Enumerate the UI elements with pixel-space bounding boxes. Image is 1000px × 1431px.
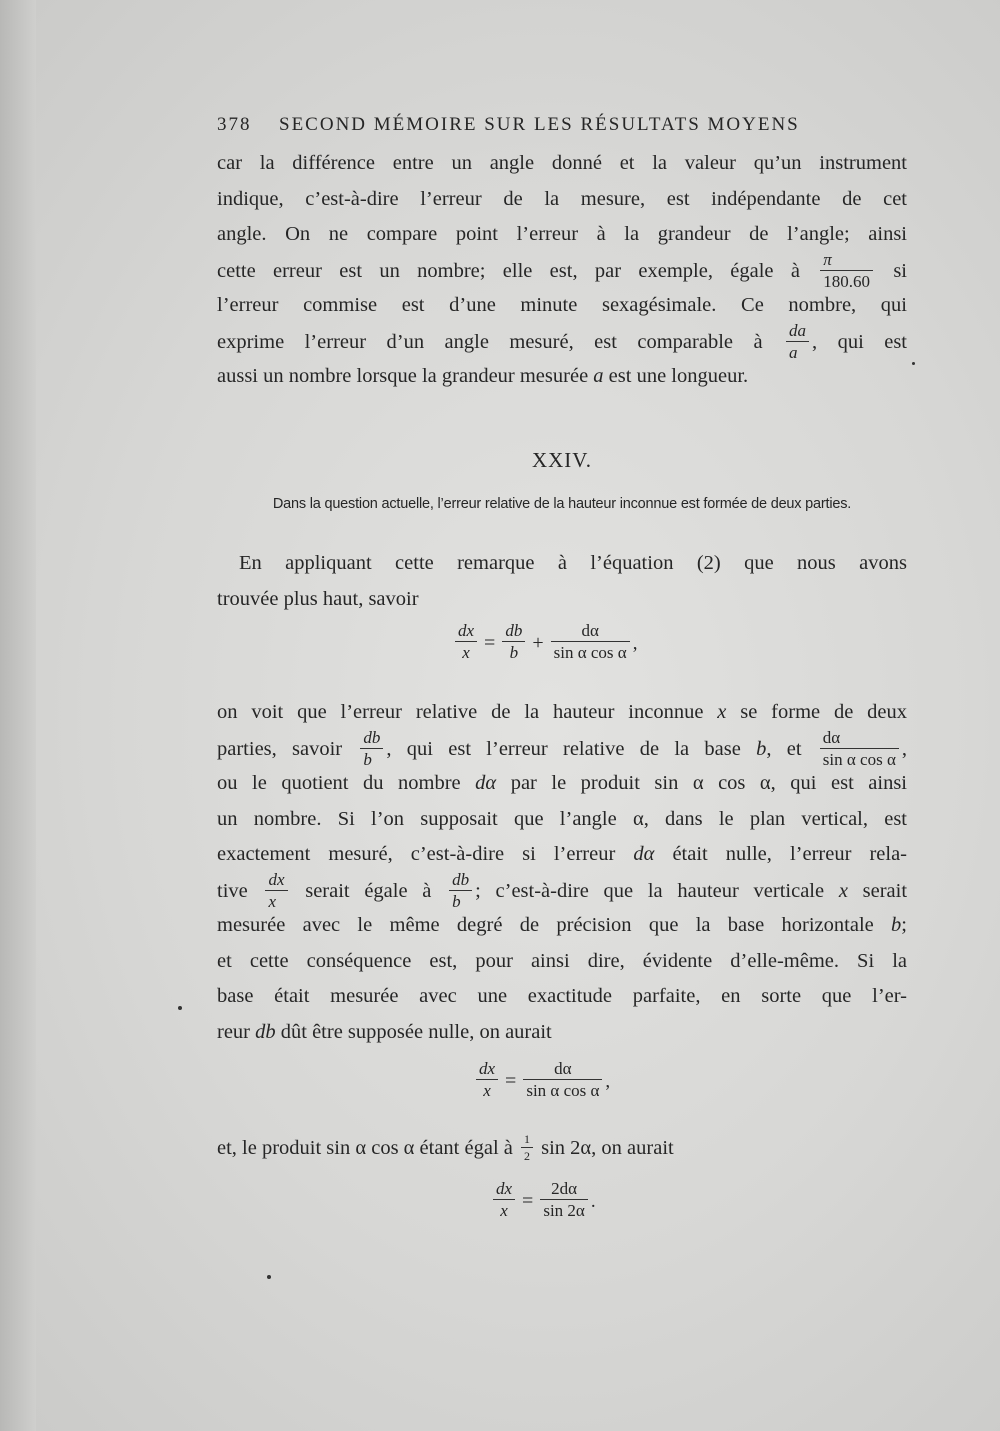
text-run: et, le produit sin α cos α étant égal à [217,1137,513,1159]
text-run: , qui est l’erreur relative de la base [386,737,741,760]
equals-sign: = [505,1070,517,1092]
text-run: par le produit sin α cos α, qui est ainsi [510,772,908,794]
text-run: , et [766,737,802,760]
fraction-numerator: db [449,871,472,891]
fraction-numerator: db [502,622,525,642]
fraction-numerator: dx [265,871,287,891]
math-variable: x [838,879,848,902]
math-variable: x [717,701,727,723]
text-line [217,359,907,395]
fraction-denominator: b [509,643,519,662]
fraction-denominator: 2 [524,1148,530,1163]
fraction-numerator: dα [551,622,630,642]
text-line: et cette conséquence est, pour ainsi dire, évidente d’elle-même. Si la [217,949,907,972]
text-line [217,695,907,731]
binding-gutter [0,0,36,1431]
fraction-denominator: sin 2α [543,1201,585,1220]
fraction-dx-over-x [476,1060,498,1099]
text-run: ; c’est-à-dire que la hauteur verticale [475,879,825,902]
fraction-pi-over-180-60 [820,251,873,290]
text-line [217,766,907,802]
fraction-denominator: sin α cos α [822,749,896,769]
fraction-denominator: x [500,1201,508,1220]
paragraph-2 [217,546,907,617]
fraction-numerator: dα [523,1060,602,1080]
fraction-dalpha-over-sin-cos [551,622,630,661]
text-run: exprime l’erreur d’un angle mesuré, est comparable à [217,330,763,353]
math-variable: b [756,737,767,760]
text-run: sin 2α, on aurait [541,1137,674,1159]
text-line: angle. On ne compare point l’erreur à la grandeur de l’angle; ainsi [217,223,907,245]
fraction-denominator: x [268,891,277,911]
fraction-denominator: b [363,749,372,769]
text-run: mesurée avec le même degré de précision que la base horizontale [217,914,874,936]
fraction-db-over-b [502,622,525,661]
text-run: , qui est [812,330,907,353]
text-run: serait [862,879,908,902]
plus-sign: + [532,632,544,654]
fraction-denominator: b [452,891,461,911]
fraction-numerator: 1 [521,1133,533,1148]
punctuation: ; [901,914,907,936]
fraction-denominator: x [462,643,470,662]
fraction-denominator: sin α cos α [553,643,627,662]
fraction-numerator: dx [455,622,477,642]
fraction-numerator: dx [476,1060,498,1080]
text-line [217,249,908,291]
fraction-dx-over-x [265,871,287,910]
text-run: parties, savoir [217,737,343,760]
text-line [217,320,907,362]
section-title: Dans la question actuelle, l’erreur relative de la hauteur inconnue est formée de deux parties. [272,496,852,512]
text-line: l’erreur commise est d’une minute sexagésimale. Ce nombre, qui [217,294,907,316]
fraction-numerator: da [786,322,809,342]
text-line [217,869,908,911]
text-line: un nombre. Si l’on supposait que l’angle α, dans le plan vertical, est [217,807,907,830]
running-title: SECOND MÉMOIRE SUR LES RÉSULTATS MOYENS [279,114,800,135]
text-run: exactement mesuré, c’est-à-dire si l’erreur [217,843,616,865]
punctuation: , [901,737,907,760]
fraction-numerator: dx [493,1180,515,1200]
paragraph-4 [217,1131,907,1167]
fraction-dx-over-x [493,1180,515,1219]
punctuation: , [605,1070,611,1092]
text-run: aussi un nombre lorsque la grandeur mesurée [217,365,589,387]
paragraph-3 [217,695,907,1050]
text-run: se forme de deux [740,701,908,723]
fraction-denominator: sin α cos α [526,1081,600,1100]
fraction-db-over-b [360,729,383,768]
punctuation: , [632,632,638,654]
text-run: ou le quotient du nombre [217,772,461,794]
fraction-denominator: a [789,342,798,362]
text-run: cette erreur est un nombre; elle est, par exemple, égale à [217,259,800,282]
math-variable: dα [475,772,497,794]
text-run: serait égale à [305,879,432,902]
math-variable: dα [633,843,655,865]
text-run: est une longueur. [608,365,749,387]
math-variable: a [593,365,604,387]
fraction-2dalpha-over-sin-2alpha [540,1180,588,1219]
paragraph-1 [217,146,907,395]
equals-sign: = [484,632,496,654]
text-line: base était mesurée avec une exactitude parfaite, en sorte que l’er- [217,985,907,1007]
equation-1 [452,621,638,663]
text-line [217,727,907,769]
equation-3 [490,1179,596,1221]
fraction-dalpha-over-sin-cos [523,1060,602,1099]
fraction-one-half [521,1133,533,1162]
equation-2 [473,1059,611,1101]
punctuation: . [590,1190,596,1212]
fraction-numerator: db [360,729,383,749]
running-header [217,114,857,136]
fraction-numerator: dα [820,729,899,749]
fraction-denominator: x [483,1081,491,1100]
equals-sign: = [522,1190,534,1212]
math-variable: db [255,1020,276,1043]
text-run: on voit que l’erreur relative de la hauteur inconnue [217,701,704,723]
ink-speck [267,1275,271,1279]
fraction-numerator: 2dα [540,1180,588,1200]
text-run: tive [217,879,248,902]
ink-speck [178,1006,182,1010]
page-number: 378 [217,114,252,135]
fraction-dalpha-over-sin-cos [820,729,899,768]
text-line: car la différence entre un angle donné et la valeur qu’un instrument [217,152,907,174]
text-line [217,1015,907,1051]
fraction-numerator: π [820,251,873,271]
text-run: si [893,259,908,282]
text-line [217,837,907,873]
section-number: XXIV. [531,448,593,472]
ink-speck [912,362,915,365]
fraction-denominator: 180.60 [823,271,870,291]
text-run: était nulle, l’erreur rela- [672,843,908,865]
fraction-dx-over-x [455,622,477,661]
text-line: indique, c’est-à-dire l’erreur de la mesure, est indépendante de cet [217,187,907,210]
text-run: dût être supposée nulle, on aurait [280,1020,552,1043]
text-run: reur [217,1020,251,1043]
fraction-da-over-a [786,322,809,361]
text-line: En appliquant cette remarque à l’équation (2) que nous avons [239,552,907,574]
text-line: trouvée plus haut, savoir [217,587,419,610]
fraction-db-over-b [449,871,472,910]
text-line [217,1131,907,1167]
text-line [217,908,907,944]
math-variable: b [891,914,902,936]
